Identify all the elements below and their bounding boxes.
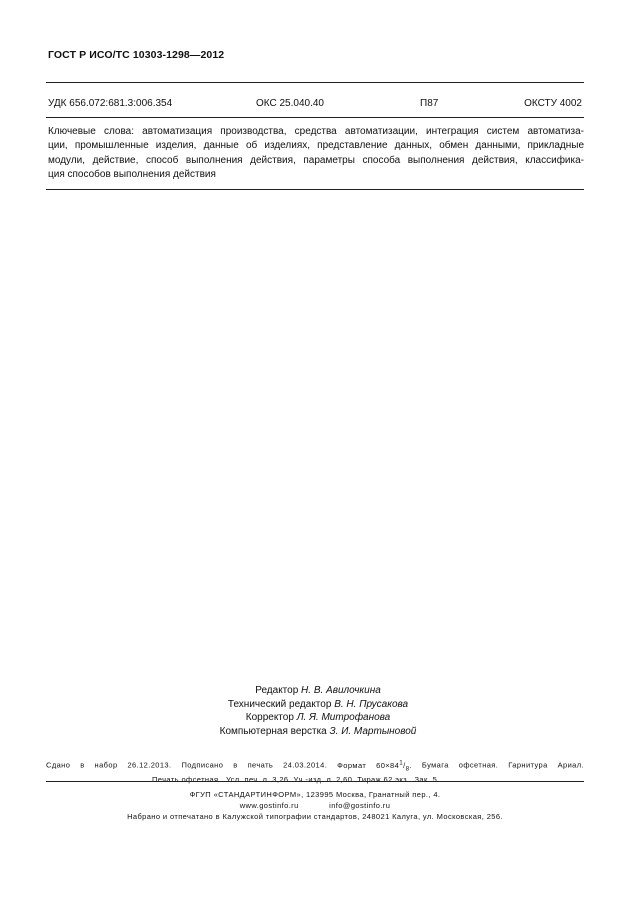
printer-info: Набрано и отпечатано в Калужской типографии стандартов, 248021 Калуга, ул. Московская, 256.	[127, 812, 503, 821]
imprint-line-2	[46, 774, 584, 785]
imprint-format-sup: 1	[399, 759, 404, 766]
keywords-line-4: ция способов выполнения действия	[48, 168, 216, 180]
divider-top	[46, 82, 584, 83]
imprint-run: Тираж 62 экз.	[357, 775, 410, 784]
keywords-line-2: ции, промышленные изделия, данные об изделиях, представление данных, обмен данными, прикладные	[48, 140, 584, 152]
keywords-paragraph	[48, 125, 584, 182]
okstu-code: ОКСТУ 4002	[524, 98, 582, 109]
credit-name: Н. В. Авилочкина	[301, 685, 381, 696]
imprint-sheets: Усл. печ. л. 3,26	[225, 775, 289, 784]
classification-row	[48, 98, 582, 112]
credit-role: Редактор	[255, 685, 299, 696]
publisher-email-link[interactable]: info@gostinfo.ru	[329, 801, 391, 810]
imprint-line-1	[46, 757, 584, 774]
udk-code: УДК 656.072:681.3:006.354	[48, 98, 173, 109]
imprint-typeface: Гарнитура Ариал.	[508, 760, 585, 770]
standard-designation: ГОСТ Р ИСО/ТС 10303-1298—2012	[48, 49, 225, 61]
imprint-format-base: Формат 60×84	[337, 760, 400, 770]
credit-name: В. Н. Прусакова	[334, 698, 409, 710]
credit-role: Технический редактор	[227, 698, 332, 710]
imprint-paper: Бумага офсетная.	[421, 760, 499, 770]
divider-keywords	[46, 189, 584, 190]
editorial-credits	[0, 684, 630, 738]
credit-role: Компьютерная верстка	[219, 725, 327, 737]
divider-imprint	[46, 781, 584, 782]
imprint-format-sub: 8	[405, 765, 410, 772]
keywords-line-3: модули, действие, способ выполнения действия, параметры способа выполнения действия, классифика-	[48, 154, 584, 166]
credit-tech-editor	[168, 698, 468, 712]
imprint-order: Зак. 5.	[414, 775, 440, 784]
credit-name: Л. Я. Митрофанова	[296, 712, 391, 723]
publisher-block	[0, 789, 630, 822]
group-code: П87	[420, 98, 439, 109]
publisher-website-link[interactable]: www.gostinfo.ru	[239, 801, 299, 810]
imprint-printing: Печать офсетная.	[152, 775, 221, 784]
keywords-line-1: Ключевые слова: автоматизация производства, средства автоматизации, интеграция систем автоматиза-	[48, 126, 584, 137]
divider-classification	[46, 117, 584, 118]
credit-role: Корректор	[245, 712, 294, 723]
credit-name: З. И. Мартыновой	[329, 725, 417, 737]
oks-code: ОКС 25.040.40	[256, 98, 324, 109]
credit-layout	[168, 725, 468, 739]
publisher-address: ФГУП «СТАНДАРТИНФОРМ», 123995 Москва, Гранатный пер., 4.	[189, 790, 441, 799]
imprint-signed: Подписано в печать 24.03.2014.	[181, 760, 328, 770]
credit-proofreader	[168, 711, 468, 725]
publisher-contacts	[0, 800, 630, 811]
imprint-format: Формат $60\times 84^1/_8$.	[337, 759, 412, 772]
imprint-submitted: Сдано в набор 26.12.2013.	[46, 760, 172, 770]
credit-editor	[168, 684, 468, 698]
imprint-publ-sheets: Уч.-изд. л. 2,60	[293, 775, 353, 784]
